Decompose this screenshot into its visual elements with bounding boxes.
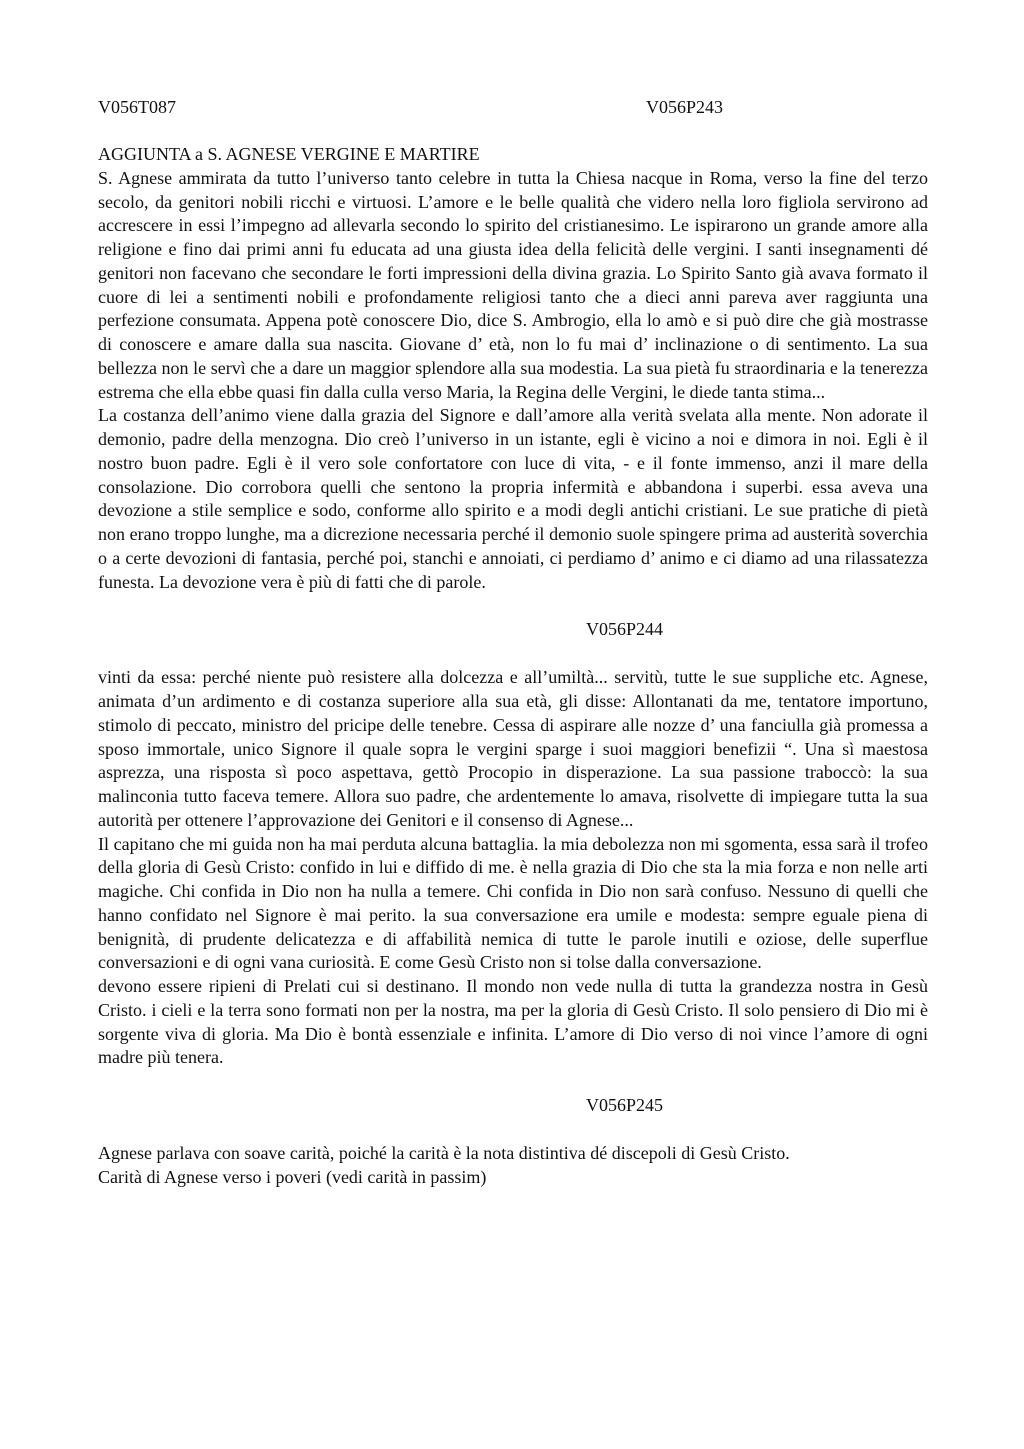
page-code-244: V056P244: [586, 619, 664, 640]
line-245-1: Agnese parlava con soave carità, poiché la carità è la nota distintiva dé discepoli di Gesù Cristo.: [98, 1143, 790, 1163]
paragraph-244-1: vinti da essa: perché niente può resistere alla dolcezza e all’umiltà... servitù, tutte le sue suppliche etc. Agnese, animata d’un ardimento e di costanza superiore alla sua età, gli disse: Allontanati da me, tentatore importuno, stimolo di peccato, ministro del pricipe delle tenebre. Cessa di aspirare alle nozze d’ una fanciulla già promessa a sposo immortale, unico Signore il quale sopra le vergini sparge i suoi maggiori benefizii “. Una sì maestosa asprezza, una risposta sì poco aspettava, gettò Procopio in disperazione. La sua passione traboccò: la sua malinconia tutto faceva temere. Allora suo padre, che ardentemente lo amava, risolvette di impiegare tutta la sua autorità per ottenere l’approvazione dei Genitori e il consenso di Agnese...: [98, 667, 928, 830]
document-page: [98, 96, 928, 1190]
paragraph-244-2: Il capitano che mi guida non ha mai perduta alcuna battaglia. la mia debolezza non mi sgomenta, essa sarà il trofeo della gloria di Gesù Cristo: confido in lui e diffido di me. è nella grazia di Dio che sta la mia forza e non nelle arti magiche. Chi confida in Dio non ha nulla a temere. Chi confida in Dio non sarà confuso. Nessuno di quelli che hanno confidato nel Signore è mai perito. la sua conversazione era umile e modesta: sempre eguale piena di benignità, di prudente delicatezza e di affabilità nemica di tutte le parole inutili e oziose, delle superflue conversazioni e di ogni vana curiosità. E come Gesù Cristo non si tolse dalla conversazione.: [98, 833, 928, 973]
paragraph-243-2: La costanza dell’animo viene dalla grazia del Signore e dall’amore alla verità svelata alla mente. Non adorate il demonio, padre della menzogna. Dio creò l’universo in un istante, egli è vicino a noi e dimora in noi. Egli è il nostro buon padre. Egli è il vero sole confortatore con luce di vita, - e il fonte immenso, anzi il mare della consolazione. Dio corrobora quelli che sentono la propria infermità e abbandona i superbi. essa aveva una devozione a stile semplice e sodo, conforme allo spirito e a modi degli antichi cristiani. Le sue pratiche di pietà non erano troppo lunghe, ma a dicrezione necessaria perché il demonio suole spingere prima ad austerità soverchia o a certe devozioni di fantasia, perché poi, stanchi e annoiati, ci perdiamo d’ animo e ci diamo ad una rilassatezza funesta. La devozione vera è più di fatti che di parole.: [98, 405, 928, 592]
page-marker-244: [98, 618, 928, 642]
page-marker-245: [98, 1094, 928, 1118]
paragraph-244-3: devono essere ripieni di Prelati cui si destinano. Il mondo non vede nulla di tutta la grandezza nostra in Gesù Cristo. i cieli e la terra sono formati non per la nostra, ma per la gloria di Gesù Cristo. Il solo pensiero di Dio mi è sorgente viva di gloria. Ma Dio è bontà essenziale e infinita. L’amore di Dio verso di noi vince l’amore di ogni madre più tenera.: [98, 976, 928, 1068]
volume-text-code: V056T087: [98, 97, 176, 117]
page-header: [98, 96, 928, 120]
page-code-245: V056P245: [586, 1095, 664, 1115]
paragraph-243-1: S. Agnese ammirata da tutto l’universo tanto celebre in tutta la Chiesa nacque in Roma, verso la fine del terzo secolo, da genitori nobili ricchi e virtuosi. L’amore e le belle qualità che videro nella loro figliola servirono ad accrescere in essi l’impegno ad allevarla secondo lo spirito del cristianesimo. Le ispirarono un grande amore alla religione e fino dai primi anni fu educata ad una giusta idea della felicità delle vergini. I santi insegnamenti dé genitori non facevano che secondare le forti impressioni della divina grazia. Lo Spirito Santo già avava formato il cuore di lei a sentimenti nobili e profondamente religiosi tanto che a dieci anni pareva aver raggiunta una perfezione consumata. Appena potè conoscere Dio, dice S. Ambrogio, ella lo amò e si può dire che già mostrasse di conoscere e amare dalla sua nascita. Giovane d’ età, non lo fu mai d’ inclinazione o di sentimento. La sua bellezza non le servì che a dare un maggior splendore alla sua modestia. La sua pietà fu straordinaria e la tenerezza estrema che ella ebbe quasi fin dalla culla verso Maria, la Regina delle Vergini, le diede tanta stima...: [98, 167, 928, 402]
page-code-243: V056P243: [646, 97, 724, 117]
document-title: AGGIUNTA a S. AGNESE VERGINE E MARTIRE: [98, 144, 480, 164]
line-245-2: Carità di Agnese verso i poveri (vedi carità in passim): [98, 1166, 487, 1187]
header-gap: [98, 120, 928, 143]
